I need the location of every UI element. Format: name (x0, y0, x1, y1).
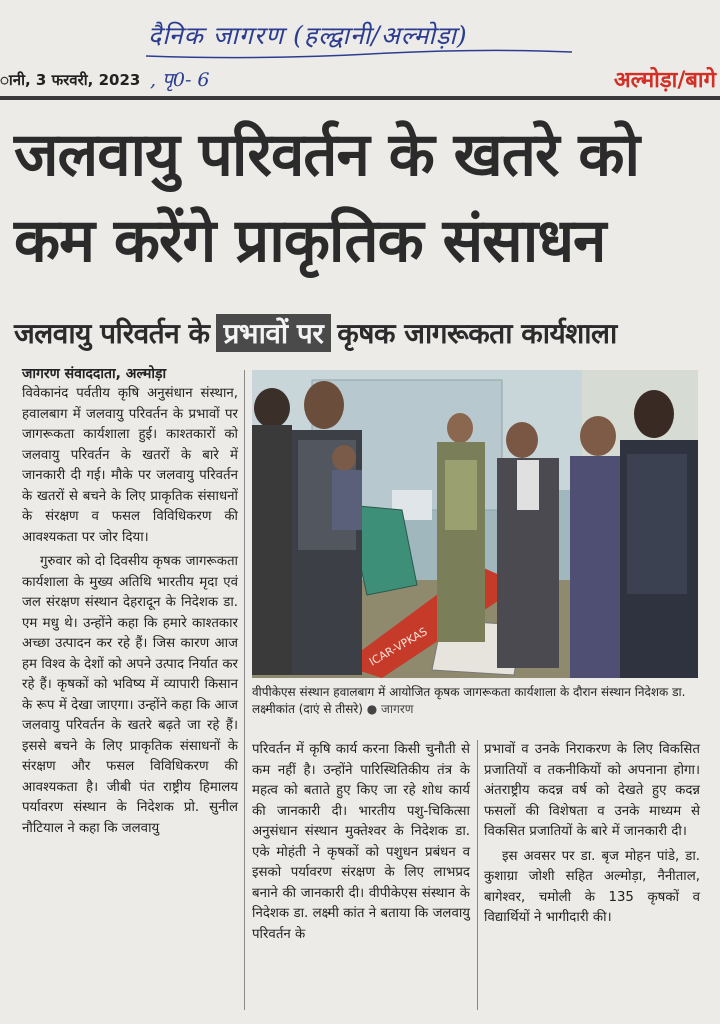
photo-caption (252, 684, 702, 718)
header-rule (0, 96, 720, 100)
article-column-3 (484, 740, 700, 1010)
column-divider (244, 370, 245, 1010)
headline-line-1: जलवायु परिवर्तन के खतरे को (14, 120, 639, 190)
date-text: ानी, 3 फरवरी, 2023 (0, 71, 141, 89)
section-tag: अल्मोड़ा/बागे (613, 68, 716, 93)
column1-paragraph-1: विवेकानंद पर्वतीय कृषि अनुसंधान संस्थान, हवालबाग में जलवायु परिवर्तन के प्रभावों पर जागरूकता कार्यशाला हुई। काश्तकारों को जलवायु परिवर्तन के खतरों के बारे में जानकारी दी गई। मौके पर जलवायु परिवर्तन के खतरों से बचने के लिए प्राकृतिक संसाधनों के संरक्षण व फसल विविधिकरण की आवश्यकता पर जोर दिया। (22, 386, 238, 545)
handwritten-page-number: , पृ0- 6 (150, 69, 210, 91)
column2-paragraph-1: परिवर्तन में कृषि कार्य करना किसी चुनौती से कम नहीं है। उन्होंने पारिस्थितिकीय तंत्र के महत्व को बताते हुए किए जा रहे शोध कार्य की जानकारी दी। भारतीय पशु-चिकित्सा अनुसंधान संस्थान मुक्तेश्वर के निदेशक डा. एके मोहंती ने कृषकों को पशुधन प्रबंधन व इसको पर्यावरण संरक्षण के लिए लाभप्रद बनाने की जानकारी दी। वीपीकेएस संस्थान के निदेशक डा. लक्ष्मी कांत ने बताया कि जलवायु परिवर्तन के (252, 742, 470, 942)
event-photo-illustration (252, 370, 698, 678)
column-divider-2 (477, 740, 478, 1010)
headline-line-2: कम करेंगे प्राकृतिक संसाधन (14, 206, 606, 276)
column1-paragraph-2: गुरुवार को दो दिवसीय कृषक जागरूकता कार्यशाला के मुख्य अतिथि भारतीय मृदा एवं जल संरक्षण संस्थान देहरादून के निदेशक डा. एम मधु थे। उन्होंने कहा कि हमारे काश्तकार अच्छा उत्पादन कर रहे हैं। जिस कारण आज हम विश्व के देशों को अपने उत्पाद निर्यात कर रहे हैं। कृषकों को भविष्य में व्यापारी किसान के रूप में देखा जाएगा। उन्होंने कहा कि आज जलवायु परिवर्तन के खतरे बढ़ते जा रहे हैं। इससे बचने के लिए प्राकृतिक संसाधनों के संरक्षण और फसल विविधिकरण की आवश्यकता है। जीबी पंत राष्ट्रीय हिमालय पर्यावरण संस्थान के निदेशक प्रो. सुनील नौटियाल ने कहा कि जलवायु (22, 554, 238, 836)
subheadline-part-2: कृषक जागरूकता कार्यशाला (337, 317, 617, 350)
dateline (0, 66, 720, 96)
photo-sign-text: ICAR-VPKAS (367, 625, 430, 669)
byline: जागरण संवाददाता, अल्मोड़ा (22, 366, 167, 382)
photo-credit: ● जागरण (366, 702, 414, 716)
article-column-2 (252, 740, 470, 1010)
subheadline (14, 314, 714, 354)
subheadline-part-1: जलवायु परिवर्तन के (14, 317, 210, 350)
subheadline-highlight: प्रभावों पर (216, 314, 332, 352)
handwritten-source: दैनिक जागरण (हल्द्वानी/अल्मोड़ा) (148, 21, 468, 50)
photo-caption-text: वीपीकेएस संस्थान हवालबाग में आयोजित कृषक जागरूकता कार्यशाला के दौरान संस्थान निदेशक डा. लक्ष्मीकांत (दाएं से तीसरे) (252, 685, 686, 716)
column3-paragraph-1: प्रभावों व उनके निराकरण के लिए विकसित प्रजातियों व तकनीकियों को अपनाना होगा। अंतराष्ट्रीय कदन्न वर्ष को देखते हुए कदन्न फसलों की विशेषता व उनके माध्यम से विकसित प्रजातियों के बारे में जानकारी दी। (484, 742, 700, 839)
event-photo (252, 370, 698, 678)
headline (14, 112, 714, 284)
column3-paragraph-2: इस अवसर पर डा. बृज मोहन पांडे, डा. कुशाग्रा जोशी सहित अल्मोड़ा, नैनीताल, बागेश्वर, चमोली के 135 कृषकों व विद्यार्थियों ने भागीदारी की। (484, 848, 700, 925)
article-column-1 (22, 384, 238, 1000)
